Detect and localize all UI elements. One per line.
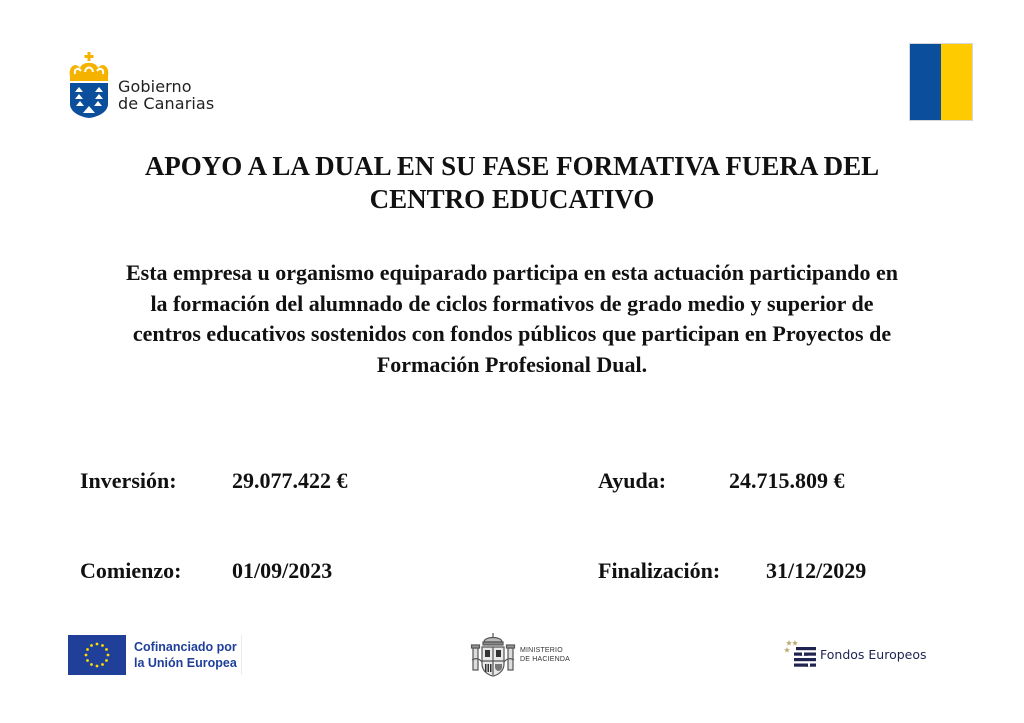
description-line-3: centros educativos sostenidos con fondos públicos que participan en Proyectos de: [132, 321, 892, 346]
gobierno-line2: de Canarias: [118, 94, 215, 113]
description-paragraph: [50, 258, 974, 380]
eu-cofinanced-logo: [68, 635, 242, 675]
hacienda-line2: DE HACIENDA: [520, 656, 571, 663]
inversion-label: Inversión:: [80, 468, 177, 493]
flag-yellow-stripe: [941, 44, 972, 120]
comienzo-label: Comienzo:: [80, 558, 182, 583]
eu-logo-text: [126, 635, 242, 675]
eu-line2: la Unión Europea: [134, 656, 237, 670]
title-line-1: APOYO A LA DUAL EN SU FASE FORMATIVA FUERA DEL: [144, 151, 880, 181]
inversion-value: 29.077.422 €: [232, 468, 348, 493]
finalizacion-label: Finalización:: [598, 558, 721, 583]
canarias-coat-of-arms-icon: [66, 52, 112, 118]
ministerio-hacienda-logo: [470, 632, 580, 678]
description-line-2: la formación del alumnado de ciclos formativos de grado medio y superior de: [150, 290, 874, 316]
fondos-europeos-icon: [784, 638, 820, 672]
spain-coat-of-arms-icon: [470, 632, 516, 678]
description-line-1: Esta empresa u organismo equiparado participa en esta actuación participando en: [125, 260, 899, 285]
canary-islands-flag-icon: [909, 43, 973, 121]
flag-blue-stripe: [910, 44, 941, 120]
eu-line1: Cofinanciado por: [134, 640, 237, 654]
hacienda-line1: MINISTERIO: [520, 647, 563, 654]
hacienda-logo-text: [520, 646, 570, 664]
comienzo-value: 01/09/2023: [232, 558, 333, 583]
ayuda-label: Ayuda:: [598, 468, 667, 493]
title-line-2: CENTRO EDUCATIVO: [369, 184, 655, 214]
page-title: [80, 150, 944, 216]
gobierno-canarias-logo: [66, 52, 246, 118]
fondos-europeos-text: Fondos Europeos: [820, 647, 927, 662]
description-line-4: Formación Profesional Dual.: [376, 351, 648, 377]
ayuda-value: 24.715.809 €: [729, 468, 845, 493]
eu-flag-icon: [68, 635, 126, 675]
finalizacion-value: 31/12/2029: [766, 558, 867, 583]
gobierno-canarias-wordmark: [118, 78, 214, 112]
gobierno-line1: Gobierno: [118, 77, 192, 96]
fondos-europeos-logo: [784, 638, 934, 672]
